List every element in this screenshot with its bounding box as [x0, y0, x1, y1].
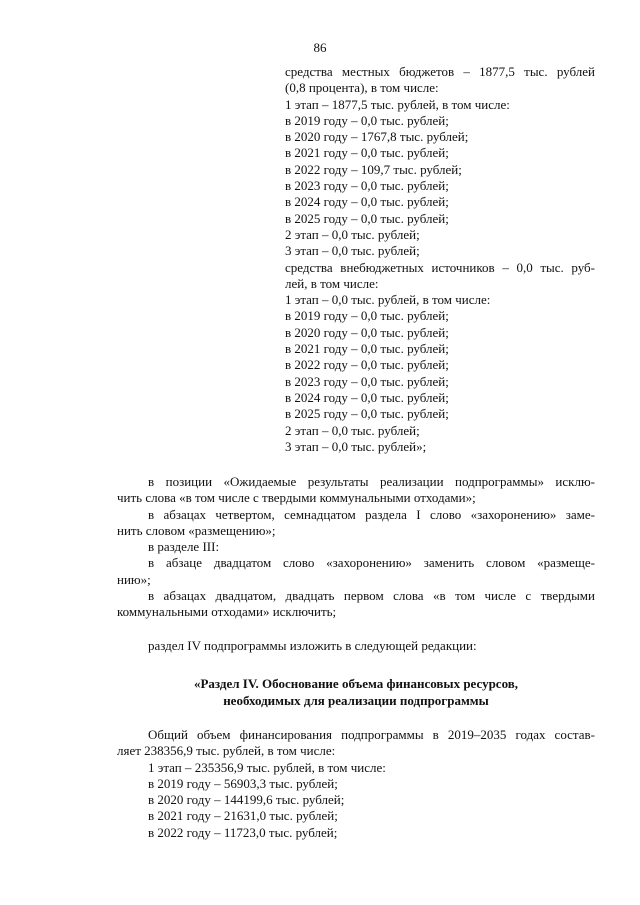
local-budget-year: в 2019 году – 0,0 тыс. рублей;	[285, 112, 449, 128]
amendment-paragraph-line: чить слова «в том числе с твердыми коммунальными отходами»;	[117, 490, 476, 506]
extrabudget-stage3: 3 этап – 0,0 тыс. рублей»;	[285, 438, 427, 454]
section-heading-line: «Раздел IV. Обоснование объема финансовых ресурсов,	[193, 676, 519, 691]
funding-year: в 2022 году – 11723,0 тыс. рублей;	[148, 824, 338, 840]
local-budget-stage2: 2 этап – 0,0 тыс. рублей;	[285, 226, 420, 242]
amendment-paragraph-line: в абзацах двадцатом, двадцать первом слова «в том числе с твердыми	[148, 588, 595, 604]
funding-stage1: 1 этап – 235356,9 тыс. рублей, в том числе:	[148, 759, 386, 775]
extrabudget-stage1: 1 этап – 0,0 тыс. рублей, в том числе:	[285, 292, 491, 308]
section-intro	[117, 638, 595, 654]
extrabudget-year: в 2022 году – 0,0 тыс. рублей;	[285, 357, 449, 373]
extrabudget-year: в 2019 году – 0,0 тыс. рублей;	[285, 308, 449, 324]
funding-total-line: Общий объем финансирования подпрограммы в 2019–2035 годах состав-	[148, 727, 595, 742]
funding-year: в 2020 году – 144199,6 тыс. рублей;	[148, 792, 345, 808]
local-budget-year: в 2021 году – 0,0 тыс. рублей;	[285, 145, 449, 161]
extrabudget-stage2: 2 этап – 0,0 тыс. рублей;	[285, 422, 420, 438]
page-number: 86	[313, 40, 327, 55]
amendment-paragraph-line: нию»;	[117, 571, 151, 587]
amendment-paragraph-line: в позиции «Ожидаемые результаты реализации подпрограммы» исклю-	[148, 474, 595, 489]
amendments-block	[117, 474, 595, 621]
section-intro-line: раздел IV подпрограммы изложить в следующей редакции:	[148, 638, 477, 653]
local-budget-share-line: (0,8 процента), в том числе:	[285, 80, 439, 96]
amendment-paragraph-line: в абзацах четвертом, семнадцатом раздела I слово «захоронению» заме-	[148, 506, 595, 522]
extrabudget-year: в 2024 году – 0,0 тыс. рублей;	[285, 389, 449, 405]
funding-block	[117, 727, 595, 841]
funding-breakdown-column	[285, 64, 595, 455]
local-budget-year: в 2025 году – 0,0 тыс. рублей;	[285, 210, 449, 226]
local-budget-year: в 2022 году – 109,7 тыс. рублей;	[285, 161, 462, 177]
funding-year: в 2021 году – 21631,0 тыс. рублей;	[148, 808, 338, 824]
funding-year: в 2019 году – 56903,3 тыс. рублей;	[148, 775, 338, 791]
local-budget-stage3: 3 этап – 0,0 тыс. рублей;	[285, 243, 420, 259]
amendment-paragraph-line: нить словом «размещению»;	[117, 522, 276, 538]
amendment-paragraph-line: коммунальными отходами» исключить;	[117, 604, 337, 620]
extrabudget-year: в 2025 году – 0,0 тыс. рублей;	[285, 406, 449, 422]
local-budget-line: средства местных бюджетов – 1877,5 тыс. рублей	[285, 64, 595, 79]
amendment-paragraph-line: в абзаце двадцатом слово «захоронению» заменить словом «размеще-	[148, 555, 595, 571]
section-heading-line: необходимых для реализации подпрограммы	[223, 692, 489, 708]
extrabudget-line-cont: лей, в том числе:	[285, 275, 379, 291]
extrabudget-year: в 2023 году – 0,0 тыс. рублей;	[285, 373, 449, 389]
local-budget-year: в 2023 году – 0,0 тыс. рублей;	[285, 178, 449, 194]
extrabudget-line: средства внебюджетных источников – 0,0 тыс. руб-	[285, 259, 595, 275]
amendment-paragraph-line: в разделе III:	[148, 539, 220, 555]
extrabudget-year: в 2021 году – 0,0 тыс. рублей;	[285, 341, 449, 357]
extrabudget-year: в 2020 году – 0,0 тыс. рублей;	[285, 324, 449, 340]
section-heading	[117, 676, 595, 709]
local-budget-year: в 2020 году – 1767,8 тыс. рублей;	[285, 129, 469, 145]
local-budget-stage1: 1 этап – 1877,5 тыс. рублей, в том числе:	[285, 96, 510, 112]
funding-total-line: ляет 238356,9 тыс. рублей, в том числе:	[117, 743, 336, 759]
local-budget-year: в 2024 году – 0,0 тыс. рублей;	[285, 194, 449, 210]
